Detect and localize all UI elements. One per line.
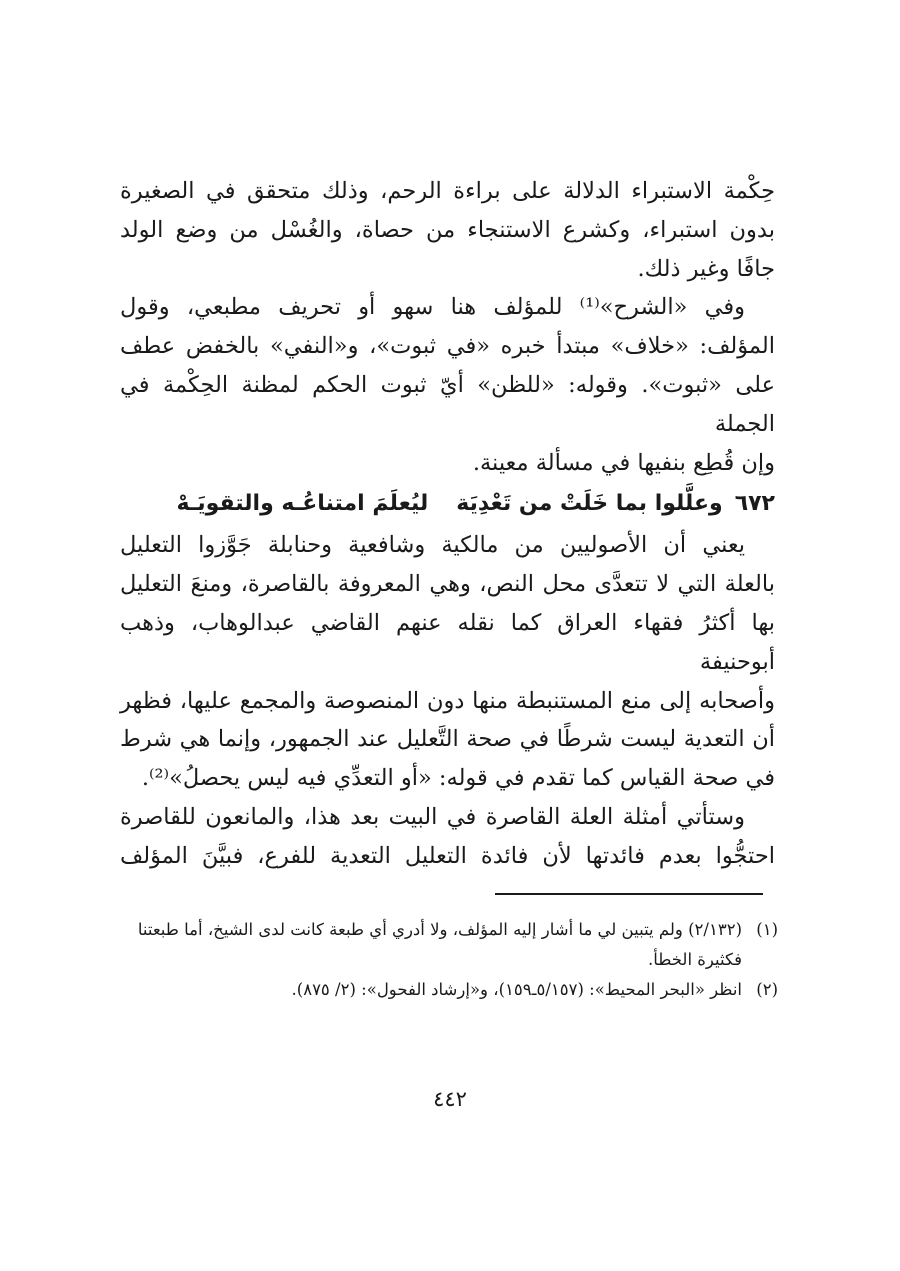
text-line: وستأتي أمثلة العلة القاصرة في البيت بعد هذا، والمانعون للقاصرة [120,803,745,830]
footnote-number: (٢) [756,980,778,999]
text-line: بالعلة التي لا تتعدَّى محل النص، وهي المعروفة بالقاصرة، ومنعَ التعليل [120,571,775,598]
text-line: حِكْمة الاستبراء الدلالة على براءة الرحم، وذلك متحقق في الصغيرة [120,178,775,204]
text-line: بها أكثرُ فقهاء العراق كما نقله عنهم القاضي عبدالوهاب، وذهب أبوحنيفة [120,609,775,675]
verse-number: ٦٧٢ [734,491,775,517]
footnote-separator [495,893,763,895]
paragraph-3 [120,526,775,798]
verse-hemistich-1: وعلَّلوا بما خَلَتْ من تَعْدِيَة [456,491,723,517]
verse-line [120,484,775,524]
text-line: وفي «الشرح»⁽¹⁾ للمؤلف هنا سهو أو تحريف مطبعي، وقول [120,294,745,321]
footnote-number: (١) [756,920,778,939]
footnote-2 [118,975,778,1005]
text-line: على «ثبوت». وقوله: «للظن» أيّ ثبوت الحكم لمظنة الحِكْمة في الجملة [120,371,775,437]
text-line: وإن قُطِع بنفيها في مسألة معينة. [472,449,775,476]
page-number: ٤٤٢ [433,1087,467,1111]
page-body [120,172,775,876]
paragraph-1 [120,172,775,288]
footnote-text: انظر «البحر المحيط»: (٥/١٥٧ـ١٥٩)، و«إرشاد الفحول»: (٢/ ٨٧٥). [291,980,742,999]
text-line: احتجُّوا بعدم فائدتها لأن فائدة التعليل التعدية للفرع، فبيَّنَ المؤلف [120,842,775,869]
paragraph-2 [120,288,775,482]
footnote-text: (٢/١٣٢) ولم يتبين لي ما أشار إليه المؤلف، ولا أدري أي طبعة كانت لدى الشيخ، أما طبعتنا فكثيرة الخطأ. [137,920,742,969]
text-line: المؤلف: «خلاف» مبتدأ خبره «في ثبوت»، و«النفي» بالخفض عطف [120,333,775,360]
footnote-1 [118,915,778,975]
text-line: بدون استبراء، وكشرع الاستنجاء من حصاة، والغُسْل من وضع الولد [120,216,775,243]
text-line: أن التعدية ليست شرطًا في صحة التَّعليل عند الجمهور، وإنما هي شرط [120,726,775,753]
verse-hemistich-2: ليُعلَمَ امتناعُـه والتقويَـهْ [176,491,429,517]
text-line: وأصحابه إلى منع المستنبطة منها دون المنصوصة والمجمع عليها، فظهر [120,687,775,714]
paragraph-4 [120,798,775,876]
text-line: يعني أن الأصوليين من مالكية وشافعية وحنابلة جَوَّزوا التعليل [120,532,745,559]
text-line: جافًا وغير ذلك. [637,255,775,282]
text-line: في صحة القياس كما تقدم في قوله: «أو التعدِّي فيه ليس يحصلُ»⁽²⁾. [141,765,775,792]
footnotes [118,915,778,1005]
